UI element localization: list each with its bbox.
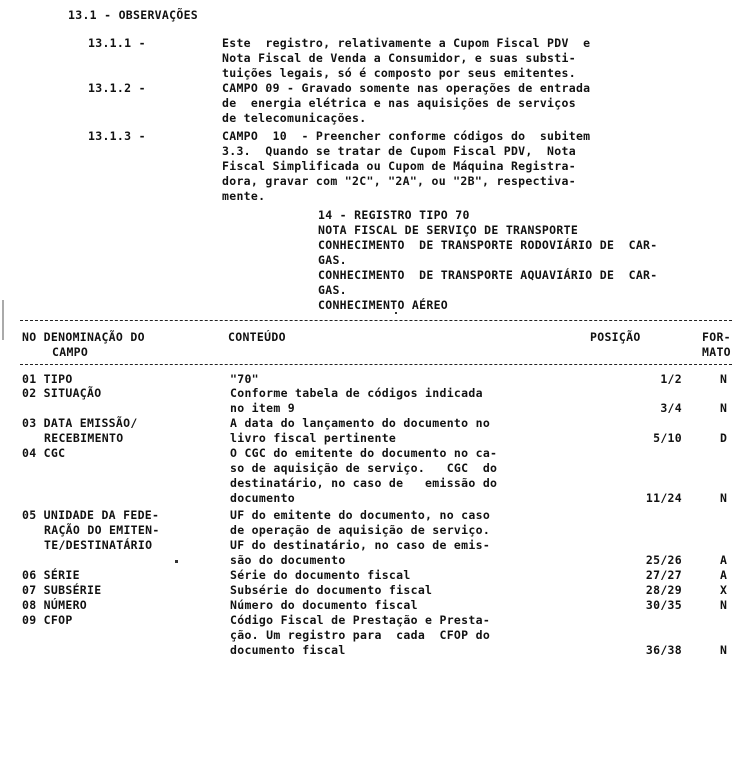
row-denom: RECEBIMENTO <box>44 431 124 445</box>
row-content: documento fiscal <box>230 643 346 657</box>
header-num-name-2: CAMPO <box>52 345 89 359</box>
row-position: 36/38 <box>645 643 682 657</box>
note-line: CAMPO 10 - Preencher conforme códigos do subitem <box>222 129 591 143</box>
note-line: dora, gravar com "2C", "2A", ou "2B", respectiva- <box>222 174 576 188</box>
record-line: CONHECIMENTO DE TRANSPORTE AQUAVIÁRIO DE CAR- <box>318 268 658 282</box>
record-line: GAS. <box>318 253 347 267</box>
row-content: Código Fiscal de Prestação e Presta- <box>230 613 491 627</box>
record-line: 14 - REGISTRO TIPO 70 <box>318 208 470 222</box>
row-denom: 04 CGC <box>22 446 66 460</box>
record-line: CONHECIMENTO AÉREO <box>318 298 449 312</box>
note-line: de energia elétrica e nas aquisições de serviços <box>222 96 576 110</box>
record-line: CONHECIMENTO DE TRANSPORTE RODOVIÁRIO DE CAR- <box>318 238 658 252</box>
scan-speck <box>2 300 4 340</box>
row-denom: 08 NÚMERO <box>22 598 88 612</box>
table-header-rule <box>20 364 732 365</box>
row-denom: TE/DESTINATÁRIO <box>44 538 153 552</box>
row-position: 11/24 <box>645 491 682 505</box>
note-line: mente. <box>222 189 266 203</box>
scan-speck <box>395 312 397 314</box>
row-format: N <box>720 491 728 505</box>
note-line: 3.3. Quando se tratar de Cupom Fiscal PDV, Nota <box>222 144 576 158</box>
row-content: Conforme tabela de códigos indicada <box>230 386 483 400</box>
note-line: Fiscal Simplificada ou Cupom de Máquina Registra- <box>222 159 576 173</box>
header-position: POSIÇÃO <box>590 330 641 344</box>
row-format: D <box>720 431 728 445</box>
row-content: Número do documento fiscal <box>230 598 418 612</box>
row-denom: 02 SITUAÇÃO <box>22 386 102 400</box>
row-denom: 03 DATA EMISSÃO/ <box>22 416 138 430</box>
scan-speck <box>175 560 178 563</box>
row-position: 1/2 <box>660 372 682 386</box>
note-id: 13.1.1 - <box>88 36 146 50</box>
row-format: N <box>720 598 728 612</box>
row-denom: 09 CFOP <box>22 613 73 627</box>
row-format: N <box>720 401 728 415</box>
header-content: CONTEÚDO <box>228 330 286 344</box>
row-position: 28/29 <box>645 583 682 597</box>
note-line: Nota Fiscal de Venda a Consumidor, e suas substi- <box>222 51 576 65</box>
row-denom: 05 UNIDADE DA FEDE- <box>22 508 160 522</box>
record-line: GAS. <box>318 283 347 297</box>
row-position: 25/26 <box>645 553 682 567</box>
row-content: UF do destinatário, no caso de emis- <box>230 538 491 552</box>
row-format: A <box>720 568 728 582</box>
row-position: 30/35 <box>645 598 682 612</box>
row-content: so de aquisição de serviço. CGC do <box>230 461 498 475</box>
row-denom: 01 TIPO <box>22 372 73 386</box>
row-content: livro fiscal pertinente <box>230 431 397 445</box>
note-line: tuições legais, só é composto por seus emitentes. <box>222 66 576 80</box>
row-position: 3/4 <box>660 401 682 415</box>
row-content: destinatário, no caso de emissão do <box>230 476 498 490</box>
note-id: 13.1.2 - <box>88 81 146 95</box>
row-content: no item 9 <box>230 401 296 415</box>
row-format: A <box>720 553 728 567</box>
row-content: "70" <box>230 372 259 386</box>
row-denom: 06 SÉRIE <box>22 568 80 582</box>
note-id: 13.1.3 - <box>88 129 146 143</box>
row-content: ção. Um registro para cada CFOP do <box>230 628 491 642</box>
row-format: N <box>720 372 728 386</box>
row-format: N <box>720 643 728 657</box>
row-content: Série do documento fiscal <box>230 568 411 582</box>
row-position: 27/27 <box>645 568 682 582</box>
header-num-name: NO DENOMINAÇÃO DO <box>22 330 145 344</box>
row-format: X <box>720 583 728 597</box>
table-top-rule <box>20 320 732 321</box>
row-content: A data do lançamento do documento no <box>230 416 491 430</box>
note-line: de telecomunicações. <box>222 111 367 125</box>
record-line: NOTA FISCAL DE SERVIÇO DE TRANSPORTE <box>318 223 579 237</box>
header-format: FOR- <box>702 330 731 344</box>
row-content: O CGC do emitente do documento no ca- <box>230 446 498 460</box>
row-content: Subsérie do documento fiscal <box>230 583 433 597</box>
row-content: UF do emitente do documento, no caso <box>230 508 491 522</box>
header-format-2: MATO <box>702 345 731 359</box>
row-position: 5/10 <box>653 431 682 445</box>
row-content: de operação de aquisição de serviço. <box>230 523 491 537</box>
note-line: CAMPO 09 - Gravado somente nas operações de entrada <box>222 81 591 95</box>
row-content: documento <box>230 491 296 505</box>
row-denom: 07 SUBSÉRIE <box>22 583 102 597</box>
section-title: 13.1 - OBSERVAÇÕES <box>68 8 199 22</box>
row-content: são do documento <box>230 553 346 567</box>
row-denom: RAÇÃO DO EMITEN- <box>44 523 160 537</box>
note-line: Este registro, relativamente a Cupom Fiscal PDV e <box>222 36 591 50</box>
